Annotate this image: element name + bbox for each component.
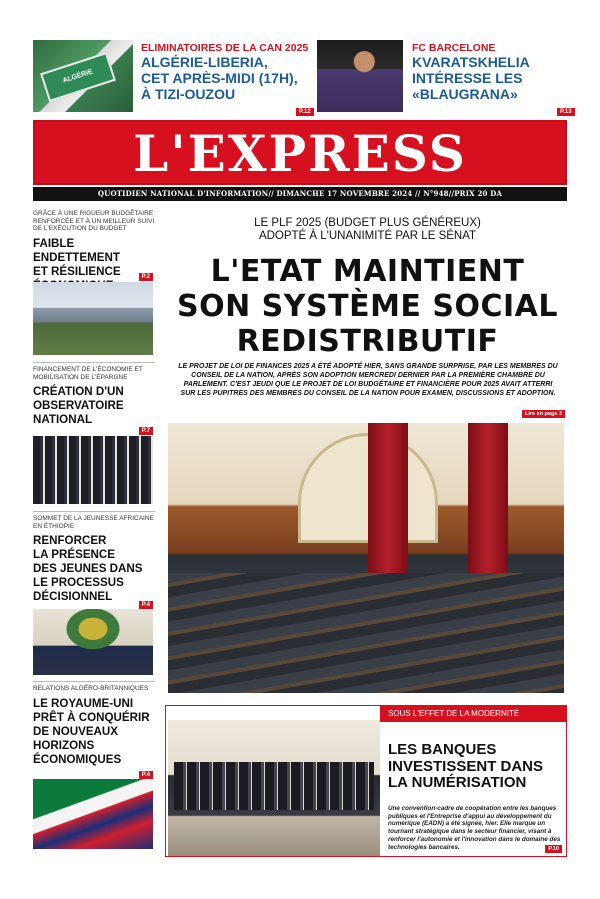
sidebar-title[interactable] (33, 534, 155, 604)
summit-photo (33, 609, 153, 675)
page-reference: P.4 (139, 771, 153, 779)
headline-line: L'ETAT MAINTIENT (210, 254, 525, 289)
page-reference: P.13 (557, 108, 575, 116)
sidebar-title[interactable] (33, 697, 155, 767)
page-reference: P.12 (296, 108, 314, 116)
column-divider (33, 362, 155, 363)
teaser-can-2025[interactable] (33, 40, 311, 115)
teaser-title-line: «BLAUGRANA» (412, 86, 518, 102)
page-reference: P.7 (139, 427, 153, 435)
bottom-title-line: LES BANQUES (388, 741, 497, 758)
bank-signing-photo (168, 720, 380, 856)
main-headline[interactable] (168, 254, 567, 359)
sidebar-story-observatoire[interactable] (33, 366, 155, 434)
sidebar-title-line: CRÉATION D'UN (33, 385, 124, 398)
sidebar-title-line: DES JEUNES DANS (33, 562, 143, 575)
bottom-story-box[interactable] (165, 705, 567, 857)
sidebar-title-line: FAIBLE ENDETTEMENT (33, 236, 120, 264)
bottom-title-line: LA NUMÉRISATION (388, 774, 527, 791)
ticket-label: ALGÉRIE (61, 68, 94, 85)
teaser-fc-barcelone[interactable] (317, 40, 572, 115)
column-divider (33, 681, 155, 682)
teaser-title-line: ALGÉRIE-LIBERIA, (141, 54, 268, 70)
sidebar-title-line: NATIONAL (33, 413, 93, 426)
masthead (33, 120, 567, 185)
main-story-kicker (168, 217, 567, 243)
building-photo (33, 282, 153, 355)
page-reference: P.10 (545, 845, 562, 853)
ticket-graphic (40, 52, 116, 102)
sidebar-story-royaume-uni[interactable] (33, 685, 155, 778)
bottom-story-kicker: SOUS L'EFFET DE LA MODERNITÉ (380, 706, 566, 722)
bottom-story-text: Une convention-cadre de coopération entre les banques publiques et l'Entreprise d'appui au développement du numérique (EADN) a été signée, hier. Elle marque un tournant stratégique dans le secteur financier, visant à renforcer l'autonomie et l'innovation dans le domaine des technologies bancaires. (388, 805, 561, 851)
kicker-line: LE PLF 2025 (BUDGET PLUS GÉNÉREUX) (254, 217, 481, 229)
main-story-lead: LE PROJET DE LOI DE FINANCES 2025 A ÉTÉ ADOPTÉ HIER, SANS GRANDE SURPRISE, PAR LES MEMBRES DU CONSEIL DE LA NATION, APRÈS SON ADOPTION MERCREDI DERNIER PAR LA PREMIÈRE CHAMBRE DU PARLEMENT. C'EST JEUDI QUE LE PROJET DE LOI BUDGÉTAIRE ET FINANCIÈRE POUR 2025 AVAIT ATTERRI SUR LES PUPITRES DES MEMBRES DU CONSEIL DE LA NATION POUR EXAMEN, DISCUSSIONS ET ADOPTION. (178, 363, 558, 397)
read-more-tag[interactable]: Lire en page 3 (522, 410, 565, 418)
sidebar-kicker: SOMMET DE LA JEUNESSE AFRICAINE EN ÉTHIOPIE (33, 515, 154, 530)
photo-curtain (368, 423, 408, 573)
sidebar-title-line: LE PROCESSUS (33, 576, 124, 589)
headline-line: REDISTRIBUTIF (236, 324, 499, 359)
bottom-story-title[interactable] (388, 742, 563, 792)
headline-line: SON SYSTÈME SOCIAL (177, 289, 558, 324)
teaser-title-line: CET APRÈS-MIDI (17H), (141, 70, 298, 86)
senate-chamber-photo (168, 423, 564, 693)
sidebar-title-line: DE NOUVEAUX (33, 724, 119, 738)
sidebar-kicker: FINANCEMENT DE L'ÉCONOMIE ET MOBILISATION DE L'ÉPARGNE (33, 366, 143, 381)
teaser-title-line: À TIZI-OUZOU (141, 86, 236, 102)
teaser-title[interactable] (141, 54, 298, 102)
newspaper-logo[interactable]: L'EXPRESS (133, 124, 467, 183)
sidebar-title-line: RENFORCER (33, 534, 107, 547)
sidebar-kicker: RELATIONS ALGÉRO-BRITANNIQUES (33, 685, 149, 692)
photo-seats (168, 573, 564, 693)
page-reference: P.4 (139, 601, 153, 609)
teaser-title-line: KVARATSKHELIA (412, 54, 530, 70)
sidebar-story-endettement[interactable] (33, 210, 155, 293)
sidebar-title-line: OBSERVATOIRE (33, 399, 124, 412)
bottom-title-line: INVESTISSENT DANS (388, 757, 544, 775)
teaser-title[interactable] (412, 54, 530, 102)
sidebar-title[interactable] (33, 385, 155, 427)
teaser-kicker: FC BARCELONE (412, 42, 496, 54)
sidebar-title-line: ÉCONOMIQUES (33, 752, 122, 766)
photo-curtain (468, 423, 508, 573)
teaser-image-player (317, 40, 403, 112)
flags-photo (33, 779, 153, 849)
sidebar-story-jeunesse[interactable] (33, 515, 155, 608)
column-divider (33, 511, 155, 512)
teaser-image-ticket (33, 40, 133, 112)
sidebar-title-line: HORIZONS (33, 738, 95, 752)
photo-group (174, 762, 374, 810)
teaser-kicker: ELIMINATOIRES DE LA CAN 2025 (141, 42, 309, 54)
issue-info-bar: QUOTIDIEN NATIONAL D'INFORMATION// DIMANCHE 17 NOVEMBRE 2024 // N°948//PRIX 20 DA (33, 187, 567, 201)
sidebar-title-line: DÉCISIONNEL (33, 590, 113, 603)
teaser-title-line: INTÉRESSE LES (412, 70, 523, 86)
officials-photo (33, 436, 153, 504)
sidebar-kicker: GRÂCE À UNE RIGUEUR BUDGÉTAIRE RENFORCÉE ET À UN MEILLEUR SUIVI DE L'EXÉCUTION DU BUDGET (33, 210, 155, 232)
sidebar-title-line: LA PRÉSENCE (33, 548, 116, 561)
sidebar-title-line: PRÊT À CONQUÉRIR (33, 710, 150, 724)
kicker-line: ADOPTÉ À L'UNANIMITÉ PAR LE SÉNAT (258, 230, 477, 242)
sidebar-title-line: LE ROYAUME-UNI (33, 696, 134, 710)
sidebar-title-line: ET RÉSILIENCE (33, 264, 121, 278)
page-reference: P.2 (139, 273, 153, 281)
